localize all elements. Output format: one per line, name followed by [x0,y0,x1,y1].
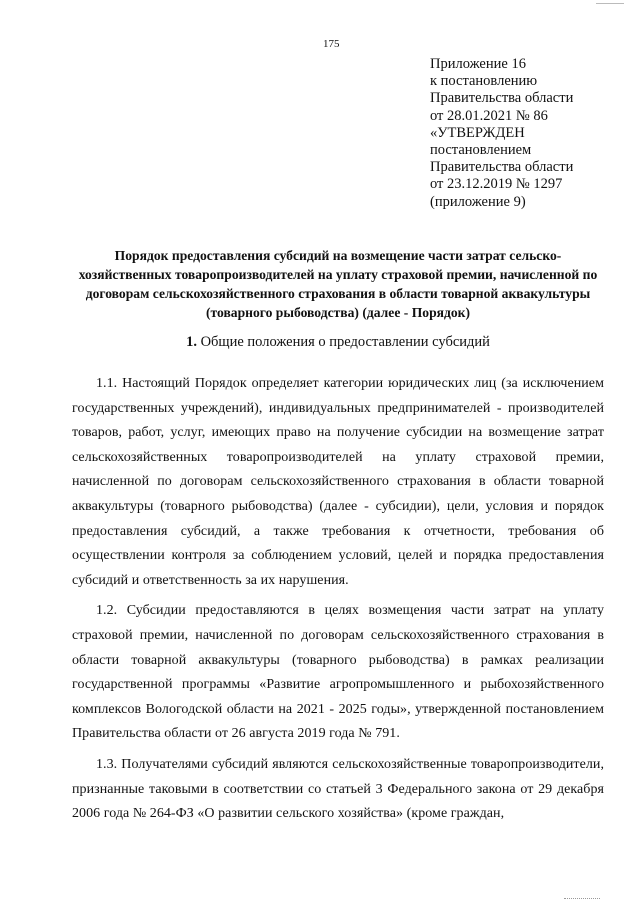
page-number: 175 [323,38,340,50]
approval-line: постановлением [430,142,532,159]
section-title: Общие положения о предоставлении субсидий [200,334,490,350]
approval-line: «УТВЕРЖДЕН [430,124,525,141]
approval-line: от 23.12.2019 № 1297 [430,176,563,193]
approval-line: (приложение 9) [430,193,526,210]
approval-line: Приложение 16 [430,56,526,72]
section-number: 1. [186,334,197,350]
document-title: Порядок предоставления субсидий на возмещение части затрат сельско-хозяйственных товаропроизводителей на уплату страховой премии, начисленной по договорам сельскохозяйственного страхования в области товарной аквакультуры (товарного рыбоводства) (далее - Порядок) [78,248,598,320]
approval-line: к постановлению [430,73,538,90]
section-heading [72,334,604,351]
paragraph-1-3: 1.3. Получателями субсидий являются сельскохозяйственные товаропроизводители, признанные таковыми в соответствии со статьей 3 Федерального закона от 29 декабря 2006 года № 264-ФЗ «О развитии сельского хозяйства» (кроме граждан, [72,756,604,822]
paragraph-1-1: 1.1. Настоящий Порядок определяет категории юридических лиц (за исключением государственных учреждений), индивидуальных предпринимателей - производителей товаров, работ, услуг, имеющих право на получение субсидии на возмещение затрат сельскохозяйственных товаропроизводителей на уплату страховой премии, начисленной по договорам сельскохозяйственного страхования в области товарной аквакультуры (товарного рыбоводства) (далее - субсидии), цели, условия и порядок предоставления субсидий, а также требования к отчетности, требования об осуществлении контроля за соблюдением условий, целей и порядка предоставления субсидий и ответственность за их нарушения. [72,376,604,588]
scan-mark-top [596,0,624,4]
document-body [72,372,604,833]
scan-mark-bottom [564,896,600,899]
approval-line: Правительства области [430,159,574,176]
approval-line: от 28.01.2021 № 86 [430,107,548,124]
paragraph-1-2: 1.2. Субсидии предоставляются в целях возмещения части затрат на уплату страховой премии, начисленной по договорам сельскохозяйственного страхования в области товарной аквакультуры (товарного рыбоводства) в рамках реализации государственной программы «Развитие агропромышленного и рыбохозяйственного комплексов Вологодской области на 2021 - 2025 годы», утвержденной постановлением Правительства области от 26 августа 2019 года № 791. [72,603,604,742]
approval-line: Правительства области [430,90,574,107]
approval-block [430,56,630,211]
